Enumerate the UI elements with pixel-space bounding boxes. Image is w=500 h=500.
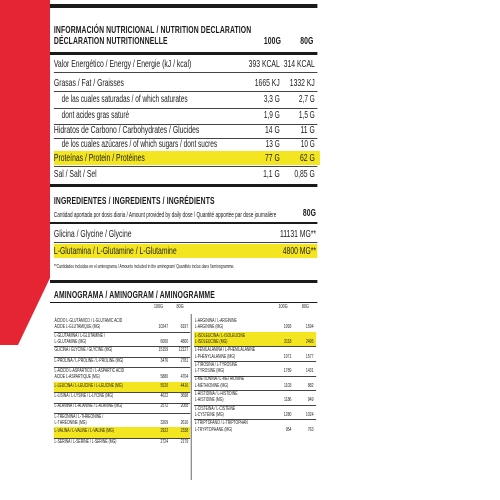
amino-left-name-0: ACIDE L-GLUTAMIQUE (MG) [54,324,101,331]
amino-left-col1: 100G [153,304,164,310]
amino-left-100g-1: 6000 [160,339,169,345]
aminogram-title: AMINOGRAMA / AMINOGRAM / AMINOGRAMME [53,289,215,301]
amino-left-100g-7: 2572 [160,403,169,410]
ingredients-footnote: **Cantidades incluidas en el aminograma / Amounts included in the aminogram/ Quantités inclus dans l'aminogramme. [53,264,235,270]
amino-right-100g-5: 1186 [284,397,292,404]
amino-right-name-1: L-ISOLEUCINE (MG) [194,339,228,345]
nutrition-value-100g-1: 1665 KJ [254,77,280,89]
nutrition-value-80g-7: 0,85 G [294,168,315,180]
amino-right-col1: 100G [278,304,288,310]
amino-left-80g-7: 2058 [180,403,189,410]
nutrition-label-2: de las cuales saturadas / of which saturates [61,94,188,105]
amino-right-name-3: L-TYROSINE (MG) [194,368,225,375]
amino-left-name-10: L-SERINA / L-SERINE / L-SÉRINE (MG) [54,438,117,445]
nutrition-row-divider [54,72,317,73]
amino-left-col2: 80G [176,304,184,310]
ingredients-dose: 80G [302,207,317,219]
amino-left-80g-8: 2616 [180,420,189,427]
amino-left-name-2: GLICINA / GLYCINE / GLYCINE (MG) [54,347,113,354]
amino-right-name-0: L-ARGININA / L-ARGININE [194,318,237,324]
nutrition-value-80g-0: 314 KCAL [283,58,315,70]
nutrition-label [50,0,317,500]
amino-right-name-7: L-TRIPTÓFANO / L-TRIPTOPHAN [194,420,248,427]
amino-left-100g-9: 2922 [160,428,169,435]
amino-right-80g-0: 1594 [305,324,314,331]
amino-left-name-7: L-ALANINA / L-ALANINE / L-ALANINE (MG) [54,403,123,410]
nutrition-label-5: de los cuales azúcares / of which sugars / dont sucres [61,139,218,150]
amino-left-100g-4: 5880 [160,374,169,381]
amino-left-name-3: L-PROLINA / L-PROLINE / L-PROLINE (MG) [54,357,124,364]
nutrition-label-1: Grasas / Fat / Graisses [53,77,124,89]
amino-left-80g-6: 3698 [180,393,189,399]
amino-left-80g-1: 4800 [180,339,189,345]
amino-left-name-5: L-LEUCINA / L-LEUCINE / L-LEUCINE (MG) [54,382,123,389]
amino-right-name-3: L-TIROSINA / L-TYROSINE [194,361,238,368]
nutrition-value-80g-5: 10 G [300,139,315,150]
amino-right-100g-1: 3118 [284,339,292,345]
nutrition-label-4: Hidratos de Carbono / Carbohydrates / Glucides [53,124,200,136]
nutrition-value-100g-0: 393 KCAL [248,58,280,70]
amino-left-80g-3: 2781 [180,357,189,364]
amino-right-name-6: L-CISTEÍNA / L-CISTEINE [194,405,236,412]
nutrition-value-100g-5: 13 G [265,139,280,150]
aminogram-title-rule [50,302,317,303]
amino-left-name-0: ÁCIDO L-GLUTÁMICO / L-GLUTAMIC ACID [54,318,123,324]
amino-left-80g-4: 4704 [180,374,189,381]
amino-left-name-8: L-TREONINA / L-THREONINE / [54,413,104,420]
nutrition-value-100g-2: 3,3 G [263,94,280,105]
nutrition-value-80g-1: 1332 KJ [289,77,315,89]
nutrition-value-100g-7: 1,1 G [263,168,280,180]
amino-left-name-4: ACIDE L-ASPARTIQUE (MG) [54,374,100,381]
nutrition-label-3: dont acides gras saturé [61,110,130,121]
amino-right-80g-4: 882 [307,382,314,389]
nutrition-row-divider [54,166,317,167]
amino-right-80g-3: 1431 [305,368,314,375]
nutrition-label-7: Sal / Salt / Sel [53,168,97,180]
amino-right-name-2: L-FENILALANINA / L-PHENILALANINE [194,347,256,354]
amino-left-80g-5: 4416 [180,382,189,389]
amino-right-name-6: L-CYSTÉINE (MG) [194,412,224,418]
amino-right-100g-7: 954 [285,426,292,433]
nutrition-row-divider [54,108,317,109]
amino-left-100g-3: 3476 [160,357,169,364]
ingredients-title: INGREDIENTES / INGREDIENTS / INGRÉDIENTS [53,195,215,207]
amino-right-100g-0: 1993 [283,324,292,331]
ingredient-label-0: Glicina / Glycine / Glycine [53,228,132,240]
nutrition-value-100g-3: 1,9 G [263,110,280,121]
ingredient-value-0: 11131 MG** [279,228,317,240]
nutrition-value-80g-3: 1,5 G [298,110,315,121]
amino-left-name-9: L-VALINA / L-VALINE / L-VALINE (MG) [54,428,114,435]
amino-left-name-1: L-GLUTAMINE (MG) [54,339,87,345]
col-80g-header: 80G [300,35,314,47]
nutrition-value-80g-2: 2,7 G [298,94,315,105]
ingredient-divider [54,242,317,243]
aminogram-column-split [191,314,192,480]
amino-right-80g-6: 1024 [305,412,314,418]
amino-right-100g-3: 1789 [283,368,292,375]
amino-right-col2: 80G [301,304,309,310]
amino-right-name-5: L-HISTIDINE (MG) [194,397,224,404]
top-rule [50,4,317,8]
amino-left-name-4: L-ÁCIDO L-ASPÁRTICO / L-ASPARTIC ACID [54,368,125,374]
amino-left-100g-6: 4622 [160,393,169,399]
nutrition-value-80g-6: 62 G [300,152,315,164]
nutrition-value-100g-4: 14 G [264,124,280,136]
amino-left-80g-2: 12127 [178,347,189,354]
ingredient-value-1: 4800 MG** [282,245,317,257]
amino-left-name-8: L-THRÉONINE (MG) [54,420,87,427]
amino-right-100g-2: 1971 [283,353,292,360]
ingredients-rule [50,222,317,224]
header-rule [50,52,317,55]
amino-right-80g-1: 2495 [305,339,314,345]
amino-left-100g-0: 10247 [158,324,169,331]
amino-left-100g-2: 15159 [158,347,169,354]
amino-right-80g-5: 949 [307,397,314,404]
amino-right-name-2: L-PHÉNYLALANINE (MG) [194,353,236,360]
amino-right-name-4: L-MÉTHIONINE (MG) [194,382,229,389]
red-stripe-shape [0,0,50,345]
amino-right-name-7: L-TRYPTOPHANE (MG) [194,426,233,433]
nutrition-label-0: Valor Energético / Energy / Energie (kJ / kcal) [53,58,192,70]
amino-left-100g-10: 2724 [160,438,169,445]
amino-right-80g-2: 1577 [305,353,314,360]
ingredients-subtitle: Cantidad aportada por dosis diaria / Amount provided by daily dose / Quantité apportée par dose journalière [53,210,277,219]
amino-right-100g-6: 1280 [283,412,292,418]
ingredient-label-1: L-Glutamina / L-Glutamine / L-Glutamine [53,245,177,257]
amino-right-80g-7: 763 [307,426,314,433]
nutrition-title: INFORMACIÓN NUTRICIONAL / NUTRITION DECLARATION [53,24,252,36]
amino-left-100g-5: 5520 [160,382,169,389]
amino-left-80g-9: 2338 [180,428,189,435]
amino-right-name-0: L-ARGININE (MG) [194,324,224,331]
ingredients-bottom-rule [50,280,317,283]
amino-right-100g-4: 1103 [284,382,292,389]
amino-left-100g-8: 3269 [160,420,169,427]
amino-right-name-4: L-METIONINA / L-METHIONINE [194,376,245,383]
nutrition-bottom-rule [50,184,317,187]
nutrition-value-80g-4: 11 G [300,124,315,136]
col-100g-header: 100G [263,35,282,47]
amino-left-name-1: L-GLUTAMINA / L-GLUTAMINE / [54,332,105,339]
nutrition-label-6: Proteínas / Protein / Protéines [53,152,145,164]
amino-right-name-5: L-HISTIDINA / L-HISTIDINE [194,391,238,397]
amino-left-80g-0: 8197 [180,324,189,331]
nutrition-subtitle: DÉCLARATION NUTRITIONNELLE [53,35,168,47]
nutrition-row-divider [54,91,317,92]
amino-left-name-6: L-LISINA / L-LYSINE / L-LYCINE (MG) [54,393,114,399]
nutrition-value-100g-6: 77 G [264,152,280,164]
amino-right-name-1: L-ISOLEUCINA / L-ISOLEUCINE [194,332,246,339]
amino-left-80g-10: 2179 [180,438,189,445]
